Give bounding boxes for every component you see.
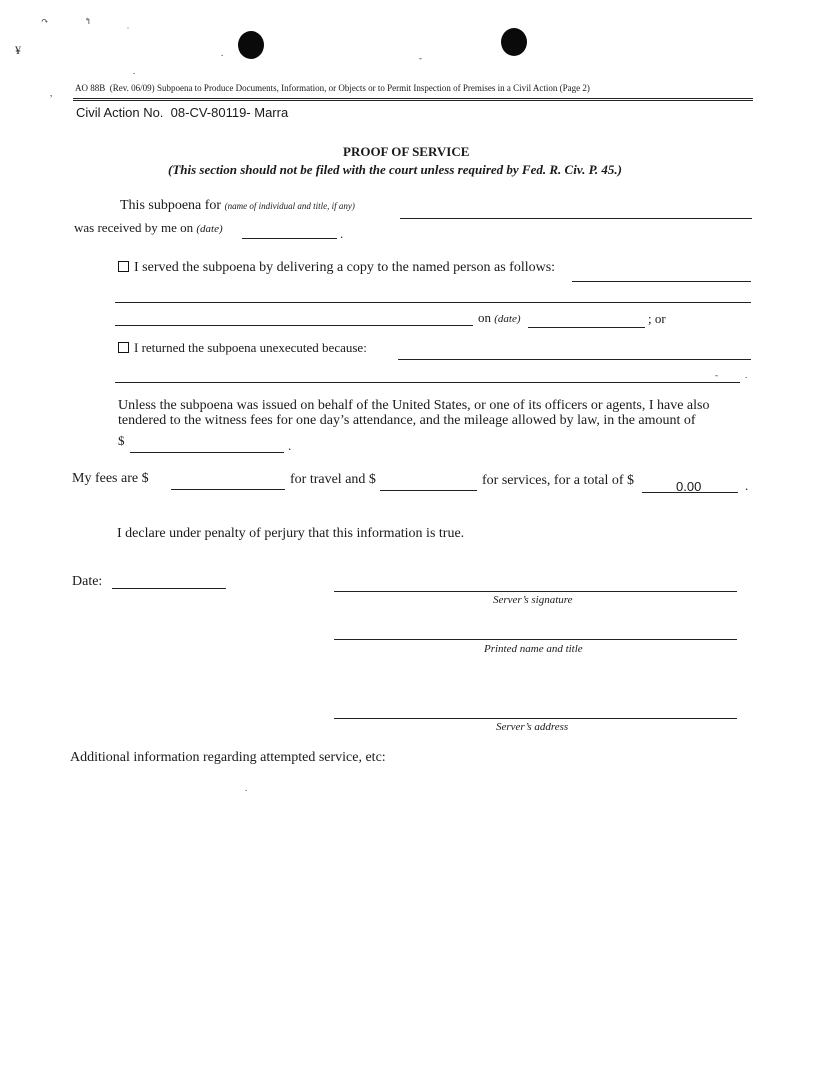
- witness-fees-line1: Unless the subpoena was issued on behalf of the United States, or one of its officers or agents, I have also: [118, 398, 710, 413]
- served-text: I served the subpoena by delivering a copy to the named person as follows:: [134, 260, 556, 275]
- travel-fee-line[interactable]: [171, 489, 285, 490]
- proof-subheading: (This section should not be filed with the court unless required by Fed. R. Civ. P. 45.): [168, 162, 622, 177]
- witness-fees-line2: tendered to the witness fees for one day’s attendance, and the mileage allowed by law, in the amount of: [118, 413, 696, 428]
- received-date-hint: (date): [196, 223, 223, 235]
- name-field-line[interactable]: [400, 218, 752, 219]
- returned-text: I returned the subpoena unexecuted because:: [134, 340, 367, 355]
- date-field-line[interactable]: [112, 588, 226, 589]
- address-caption: Server’s address: [496, 721, 569, 733]
- fees-total: 0.00: [676, 479, 702, 494]
- form-revision: (Rev. 06/09): [109, 83, 155, 93]
- scan-speck: -: [419, 53, 422, 63]
- served-date-line[interactable]: [528, 327, 645, 328]
- returned-checkbox[interactable]: [118, 342, 129, 353]
- form-title: Subpoena to Produce Documents, Information, or Objects or to Permit Inspection of Premises in a Civil Action (Page 2): [156, 83, 590, 93]
- scan-speck: ,: [50, 88, 53, 98]
- returned-option: [118, 340, 367, 356]
- case-number: [76, 105, 288, 120]
- punch-hole-right: [501, 28, 527, 56]
- served-on-date: [478, 310, 521, 326]
- printed-name-caption: Printed name and title: [484, 643, 583, 655]
- received-line: [74, 220, 223, 236]
- scan-speck: .: [745, 370, 748, 380]
- additional-info: Additional information regarding attempted service, etc:: [70, 750, 386, 765]
- scan-speck: ↷: [41, 16, 49, 26]
- served-line-3[interactable]: [115, 325, 473, 326]
- signature-caption: Server’s signature: [493, 594, 573, 606]
- address-line[interactable]: [334, 718, 737, 719]
- scan-speck: .: [245, 783, 248, 793]
- served-checkbox[interactable]: [118, 261, 129, 272]
- case-label: Civil Action No.: [76, 105, 164, 120]
- punch-hole-left: [238, 31, 264, 59]
- form-header: [75, 83, 590, 93]
- signature-line[interactable]: [334, 591, 737, 592]
- scan-speck: ¥: [15, 43, 21, 57]
- declaration: I declare under penalty of perjury that this information is true.: [117, 526, 465, 541]
- receipt-lead-text: This subpoena for: [120, 198, 222, 213]
- form-id: AO 88B: [75, 83, 106, 93]
- served-line-2[interactable]: [115, 302, 751, 303]
- received-by-text: was received by me on: [74, 220, 194, 235]
- returned-line-2[interactable]: [115, 382, 740, 383]
- services-fee-line[interactable]: [380, 490, 477, 491]
- scan-speck: .: [221, 48, 224, 58]
- served-on-label: on: [478, 310, 491, 325]
- scan-speck: .: [133, 66, 136, 76]
- receipt-lead: [120, 198, 355, 214]
- printed-name-line[interactable]: [334, 639, 737, 640]
- case-number-value: 08-CV-80119- Marra: [170, 105, 289, 120]
- served-line-1[interactable]: [572, 281, 751, 282]
- proof-heading: PROOF OF SERVICE: [343, 144, 470, 159]
- witness-fees-period: .: [288, 438, 292, 453]
- received-date-line[interactable]: [242, 238, 337, 239]
- witness-fees-amount-line[interactable]: [130, 452, 284, 453]
- served-option: [118, 260, 555, 276]
- fees-lead: My fees are $: [72, 471, 149, 486]
- fees-period: .: [745, 478, 749, 493]
- scan-speck: ↰: [84, 16, 92, 26]
- header-rule: [73, 98, 753, 101]
- returned-line-1[interactable]: [398, 359, 751, 360]
- received-period: .: [340, 226, 344, 241]
- scan-speck: -: [715, 370, 718, 380]
- name-hint: (name of individual and title, if any): [224, 201, 355, 211]
- served-date-hint: (date): [494, 313, 521, 325]
- fees-services: for services, for a total of $: [482, 473, 634, 488]
- witness-fees-currency: $: [118, 433, 125, 448]
- date-label: Date:: [72, 574, 103, 589]
- fees-travel: for travel and $: [290, 472, 376, 487]
- served-or: ; or: [648, 311, 666, 326]
